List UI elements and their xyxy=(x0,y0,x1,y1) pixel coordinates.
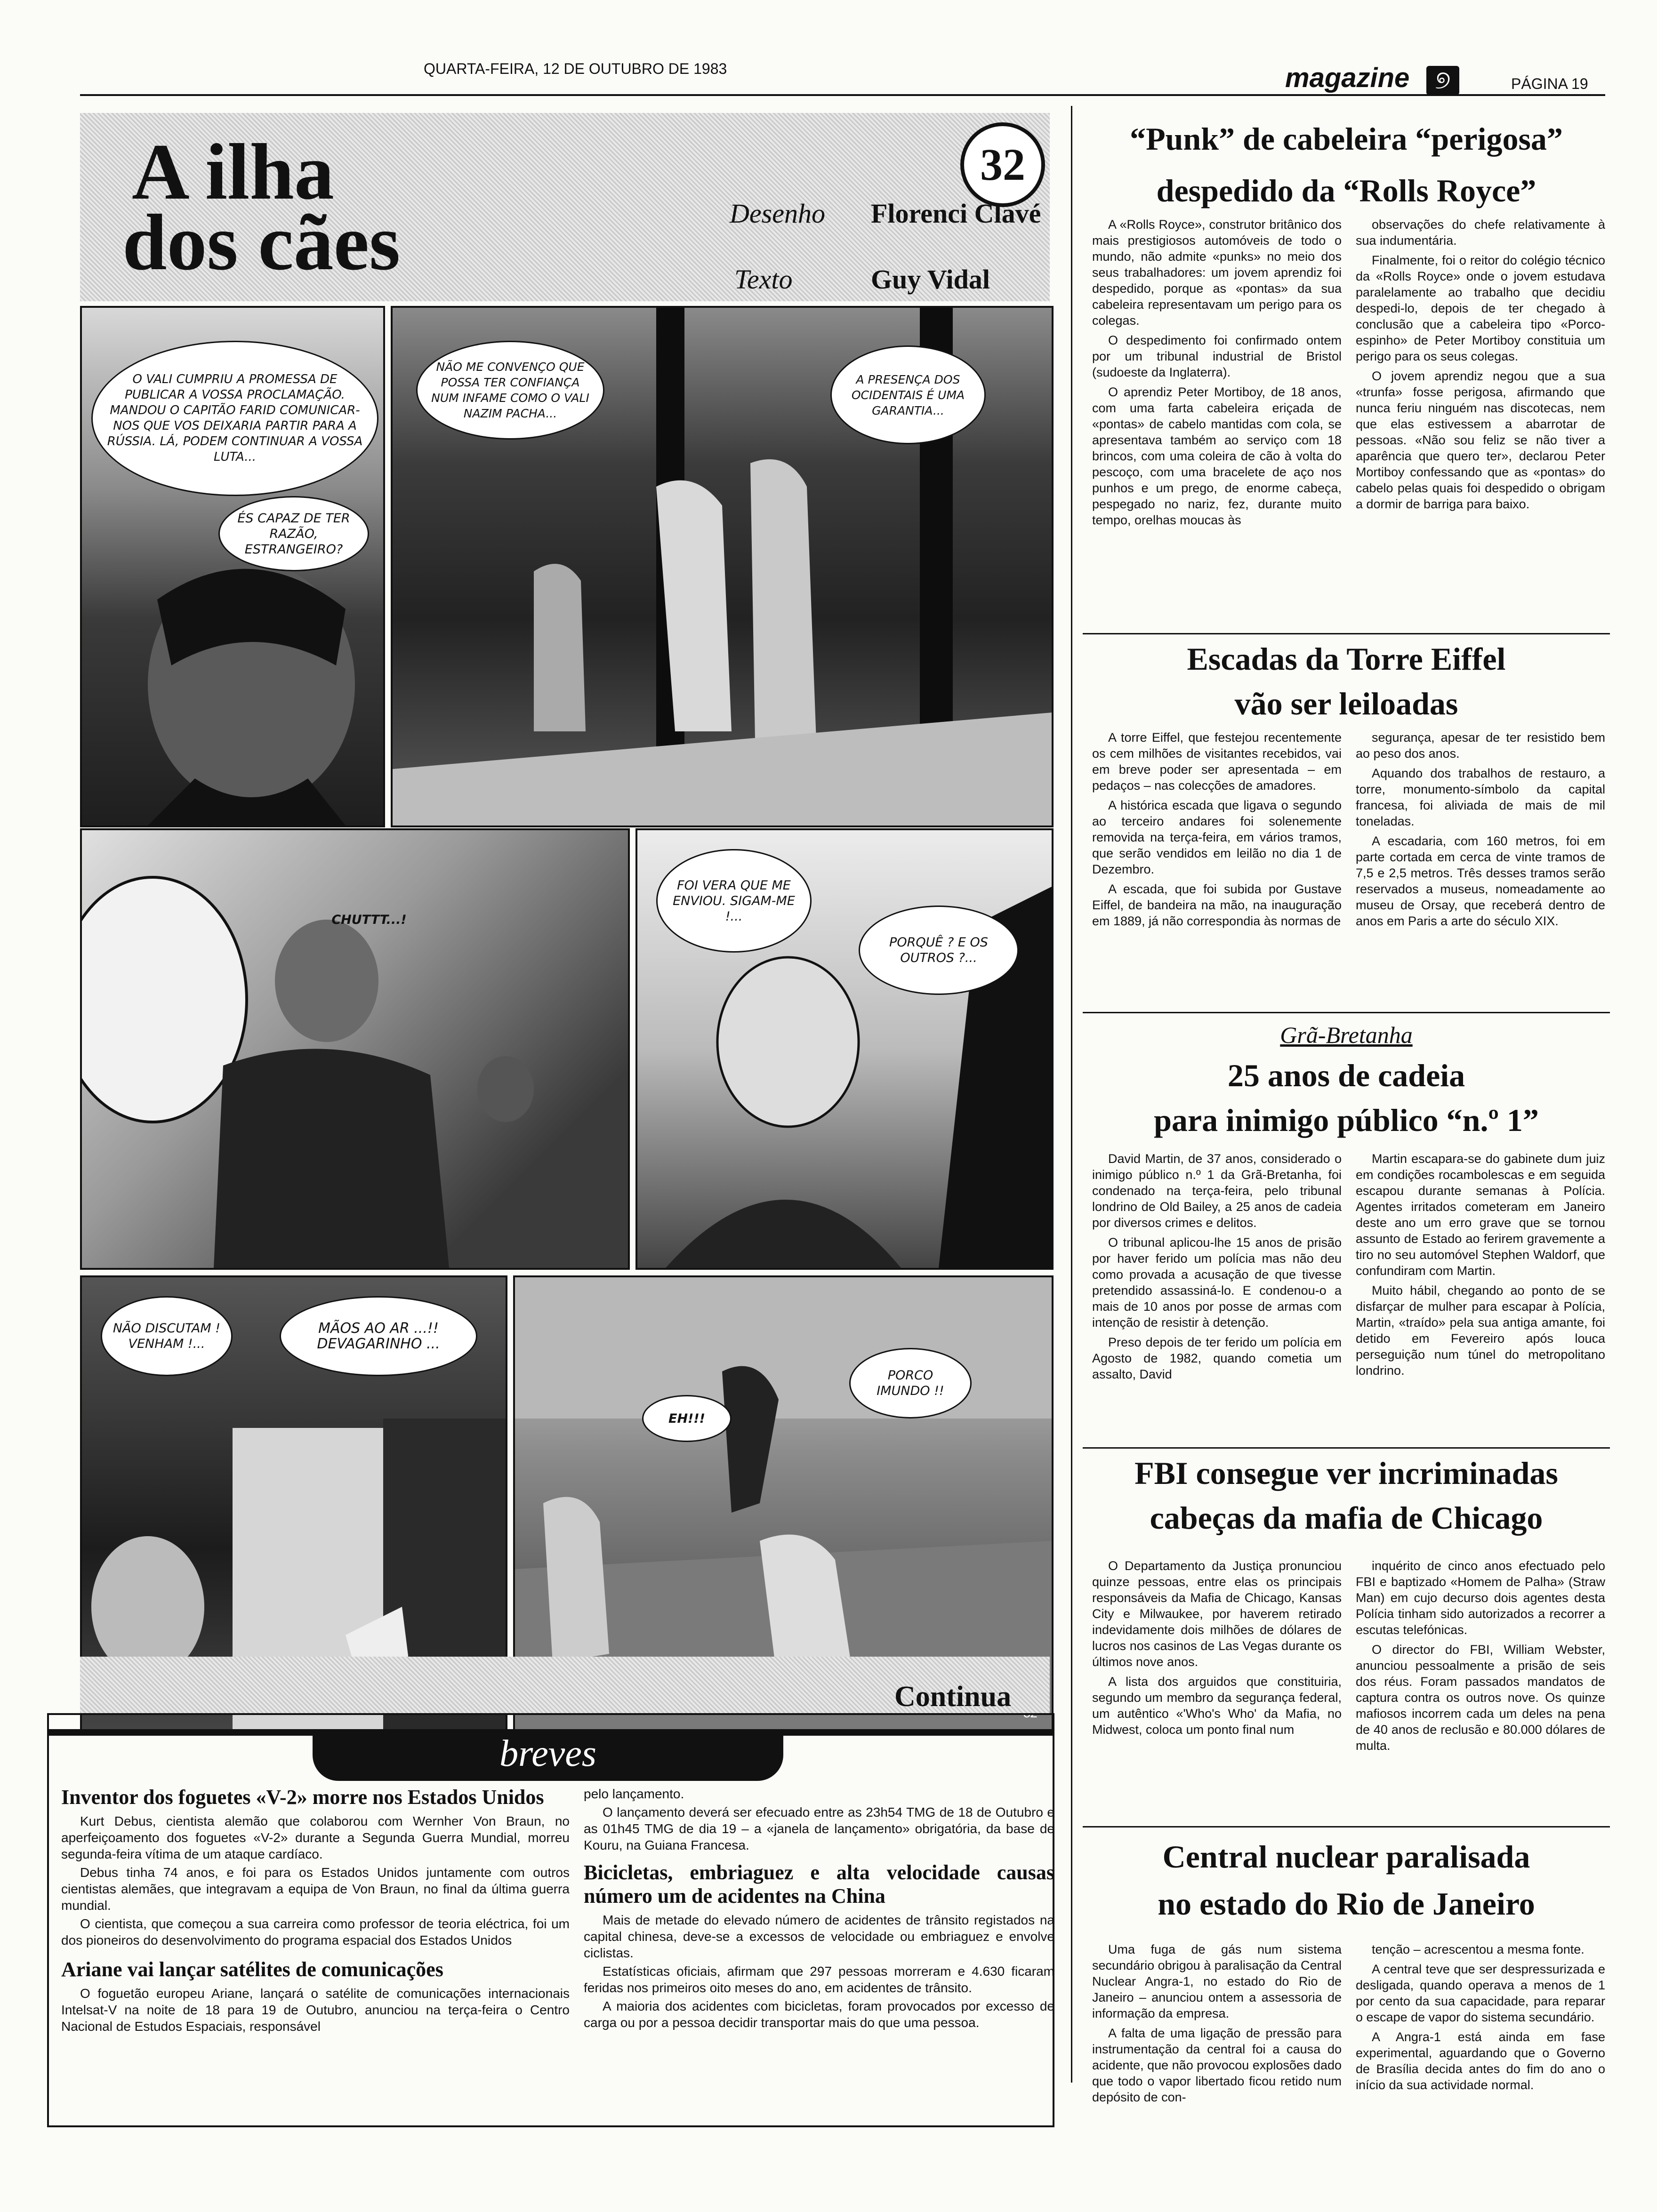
paragraph: Martin escapara-se do gabinete dum juiz em condições rocambolescas e em seguida escapou durante semanas à Polícia. Agentes irritados cometeram em Janeiro deste ano um erro grave que se tornou assunto de Estado ao ferirem gravemente a tiro no seu automóvel Stephen Waldorf, que confundiram com Martin. xyxy=(1356,1152,1605,1278)
comic-title-line2: dos cães xyxy=(122,198,401,287)
paragraph: Muito hábil, chegando ao ponto de se disfarçar de mulher para escapar à Polícia, Martin, «traído» pela sua antiga amante, foi detido em Fevereiro após louca perseguição num túnel do metropolitano londrino. xyxy=(1356,1283,1605,1378)
article-punk xyxy=(1078,118,1615,631)
paragraph: A Angra-1 está ainda em fase experimental, aguardando que o Governo de Brasília decida antes do fim do ano o início da sua actividade normal. xyxy=(1356,2030,1605,2092)
article-eiffel xyxy=(1078,638,1615,1014)
paragraph: Estatísticas oficiais, afirmam que 297 pessoas morreram e 4.630 ficaram feridas nos primeiros oito meses do ano, em acidentes de trânsito. xyxy=(584,1964,1054,1995)
paragraph: O lançamento deverá ser efecuado entre as 23h54 TMG de 18 de Outubro e as 01h45 TMG de dia 19 – a «janela de lançamento» obrigatória, da base de Kouru, na Guiana Francesa. xyxy=(584,1805,1054,1852)
page-number: PÁGINA 19 xyxy=(1511,75,1588,92)
paragraph: Preso depois de ter ferido um polícia em Agosto de 1982, quando cometia um assalto, David xyxy=(1092,1335,1342,1381)
paragraph: O foguetão europeu Ariane, lançará o satélite de comunicações internacionais Intelsat-V na noite de 18 para 19 de Outubro, anunciou na terça-feira o Centro Nacional de Estudos Espaciais, responsável xyxy=(61,1986,570,2034)
comic-title-band xyxy=(80,113,1050,301)
paragraph: A central teve que ser despressurizada e desligada, quando operava a menos de 1 por cento da sua capacidade, para reparar o escape de vapor do sistema secundário. xyxy=(1356,1962,1605,2024)
paragraph: David Martin, de 37 anos, considerado o inimigo público n.º 1 da Grã-Bretanha, foi condenado na terça-feira, pelo tribunal londrino de Old Bailey, a 25 anos de cadeia por diversos crimes e delitos. xyxy=(1092,1152,1342,1230)
section-logo: magazine xyxy=(1285,63,1410,93)
speech-bubble-p6a: EH!!! xyxy=(642,1395,732,1442)
comic-panel-4 xyxy=(635,828,1054,1270)
speech-bubble-p5b: MÃOS AO AR ...!! DEVAGARINHO ... xyxy=(280,1296,477,1376)
speech-bubble-p4b: PORQUÊ ? E OS OUTROS ?... xyxy=(859,906,1019,995)
paragraph: A «Rolls Royce», construtor britânico dos mais prestigiosos automóveis de todo o mundo, não admite «punks» no meio dos seus trabalhadores: um jovem aprendiz foi despedido, porque as «pontas» da sua cabeleira representavam um perigo para os colegas. xyxy=(1092,217,1342,328)
gb-headline-a: 25 anos de cadeia xyxy=(1227,1058,1465,1093)
section-logo-mark: ୭ xyxy=(1426,66,1459,95)
breves-title: breves xyxy=(499,1733,596,1774)
comic-panel-3 xyxy=(80,828,630,1270)
paragraph: O Departamento da Justiça pronunciou quinze pessoas, entre elas os principais responsáveis da Mafia de Chicago, Kansas City e Milwaukee, por haverem retirado indevidamente dois milhões de dólares de lucros nos casinos de Las Vegas durante os últimos nove anos. xyxy=(1092,1559,1342,1669)
nuclear-col-2 xyxy=(1356,1941,1605,2203)
comic-title-line1: A ilha xyxy=(132,128,334,216)
punk-headline-b: despedido da “Rolls Royce” xyxy=(1156,173,1536,208)
text-author: Guy Vidal xyxy=(871,264,990,295)
paragraph: A maioria dos acidentes com bicicletas, foram provocados por excesso de carga ou por a pessoa decidir transportar mais do que uma pessoa. xyxy=(584,1999,1054,2030)
article-fbi xyxy=(1078,1452,1615,1828)
breves-box xyxy=(47,1713,1054,2127)
comic-section xyxy=(71,108,1050,1727)
drawing-label: Desenho xyxy=(730,198,825,229)
episode-number: 32 xyxy=(980,139,1025,190)
paragraph: Aquando dos trabalhos de restauro, a torre, monumento-símbolo da capital francesa, foi aliviada de mais de mil toneladas. xyxy=(1356,766,1605,828)
paragraph: Uma fuga de gás num sistema secundário obrigou à paralisação da Central Nuclear Angra-1, no estado do Rio de Janeiro – anunciou ontem a assessoria de informação da empresa. xyxy=(1092,1942,1342,2020)
speech-bubble-p6b: PORCO IMUNDO !! xyxy=(849,1348,972,1419)
paragraph: A escadaria, com 160 metros, foi em parte cortada em cerca de vinte tramos de 7,5 e 2,5 metros. Três desses tramos serão reservados a museus, nomeadamente ao museu de Orsay, que receberá dentro de anos em Paris a arte do século XIX. xyxy=(1356,834,1605,928)
speech-bubble-p4a: FOI VERA QUE ME ENVIOU. SIGAM-ME !... xyxy=(656,849,812,953)
nuclear-col-1 xyxy=(1092,1941,1342,2203)
eiffel-col-1 xyxy=(1092,729,1342,1012)
page-header xyxy=(0,0,1657,99)
paragraph: tenção – acrescentou a mesma fonte. xyxy=(1372,1942,1585,1956)
paragraph: O despedimento foi confirmado ontem por um tribunal industrial de Bristol (sudoeste da Inglaterra). xyxy=(1092,333,1342,379)
fbi-col-2 xyxy=(1356,1558,1605,1826)
breve-headline-ariane: Ariane vai lançar satélites de comunicações xyxy=(61,1958,443,1981)
punk-col-2 xyxy=(1356,216,1605,631)
paragraph: A lista dos arguidos que constituiria, segundo um membro da segurança federal, um autêntico «'Who's Who' da Mafia, no Midwest, coloca um ponto final num xyxy=(1092,1675,1342,1737)
article-divider xyxy=(1083,633,1610,634)
paragraph: A histórica escada que ligava o segundo ao terceiro andares foi solenemente removida na terça-feira, em vários tramos, que serão vendidos em leilão no dia 1 de Dezembro. xyxy=(1092,798,1342,876)
episode-badge xyxy=(960,122,1045,207)
paragraph: A escada, que foi subida por Gustave Eiffel, de bandeira na mão, na inauguração em 1889, já não correspondia às normas de xyxy=(1092,882,1342,928)
article-divider xyxy=(1083,1447,1610,1449)
article-divider xyxy=(1083,1826,1610,1827)
speech-bubble-p5a: NÃO DISCUTAM ! VENHAM !... xyxy=(101,1296,233,1376)
drawing-author: Florenci Clavé xyxy=(871,198,1041,229)
paragraph: observações do chefe relativamente à sua indumentária. xyxy=(1356,217,1605,248)
breve-headline-v2: Inventor dos foguetes «V-2» morre nos Estados Unidos xyxy=(61,1786,544,1809)
header-date: QUARTA-FEIRA, 12 DE OUTUBRO DE 1983 xyxy=(424,60,727,77)
gb-kicker: Grã-Bretanha xyxy=(1280,1022,1413,1048)
paragraph: O aprendiz Peter Mortiboy, de 18 anos, com uma farta cabeleira eriçada de «pontas» de cabelo mantidas com cola, se apresentava também ao serviço com 18 brincos, com uma coleira de cão à volta do pescoço, com uma bracelete de aço nos punhos e um prego, de enorme cabeça, pespegado no nariz, fez, durante muito tempo, orelhas moucas às xyxy=(1092,385,1342,527)
gb-col-2 xyxy=(1356,1151,1605,1419)
paragraph: A falta de uma ligação de pressão para instrumentação da central foi a causa do acidente, que não provocou explosões dado que todo o vapor libertado ficou retido num depósito de con- xyxy=(1092,2026,1342,2104)
gb-col-1 xyxy=(1092,1151,1342,1419)
continua-band xyxy=(80,1657,1050,1713)
breve-headline-china: Bicicletas, embriaguez e alta velocidade causas número um de acidentes na China xyxy=(584,1861,1054,1907)
continua-label: Continua xyxy=(894,1681,1012,1713)
fbi-col-1 xyxy=(1092,1558,1342,1826)
article-gb xyxy=(1078,1017,1615,1421)
paragraph: Mais de metade do elevado número de acidentes de trânsito registados na capital chinesa, deve-se a excessos de velocidade ou embriaguez e envolve ciclistas. xyxy=(584,1913,1054,1960)
eiffel-headline-a: Escadas da Torre Eiffel xyxy=(1187,641,1506,677)
punk-col-1 xyxy=(1092,216,1342,631)
paragraph: A torre Eiffel, que festejou recentemente os cem milhões de visitantes recebidos, vai em breve poder ser apresentada – em pedaços – nas colecções de amadores. xyxy=(1092,730,1342,793)
eiffel-col-2 xyxy=(1356,729,1605,1012)
eiffel-headline-b: vão ser leiloadas xyxy=(1234,686,1458,721)
fbi-headline-b: cabeças da mafia de Chicago xyxy=(1150,1500,1543,1536)
paragraph: O tribunal aplicou-lhe 15 anos de prisão por haver ferido um polícia mas não deu como provada a acusação de que tivesse pretendido assassiná-lo. E condenou-o a mais de 10 anos por posse de armas com intenção de resistir à detenção. xyxy=(1092,1235,1342,1330)
speech-bubble-p1a: O VALI CUMPRIU A PROMESSA DE PUBLICAR A VOSSA PROCLAMAÇÃO. MANDOU O CAPITÃO FARID COMUNICAR-NOS QUE VOS DEIXARIA PARTIR PARA A RÚSSIA. LÁ, PODEM CONTINUAR A VOSSA LUTA... xyxy=(91,341,378,496)
nuclear-headline-a: Central nuclear paralisada xyxy=(1162,1839,1530,1875)
paragraph: O cientista, que começou a sua carreira como professor de teoria eléctrica, foi um dos pioneiros do desenvolvimento do programa espacial dos Estados Unidos xyxy=(61,1916,570,1948)
paragraph: O director do FBI, William Webster, anunciou pessoalmente a prisão de seis dos réus. Foram passados mandatos de captura contra os outros nove. Os quinze mafiosos incorrem cada um deles na pena de 40 anos de reclusão e 80.000 dólares de multa. xyxy=(1356,1643,1605,1753)
gb-headline-b: para inimigo público “n.º 1” xyxy=(1154,1102,1539,1138)
header-rule xyxy=(80,94,1605,96)
comic-panel-1 xyxy=(80,306,385,827)
paragraph: Debus tinha 74 anos, e foi para os Estados Unidos juntamente com outros cientistas alemães, que integravam a equipa de Von Braun, no final da última guerra mundial. xyxy=(61,1865,570,1913)
comic-panel-2 xyxy=(391,306,1054,827)
nuclear-headline-b: no estado do Rio de Janeiro xyxy=(1158,1886,1535,1922)
paragraph: O jovem aprendiz negou que a sua «trunfa» fosse perigosa, afirmando que nunca feriu ninguém nas discotecas, nem que elas estivessem a abarrotar de pessoas. «Não sou feliz se não tiver a aparência que quero ter», declarou Peter Mortiboy confessando que as «pontas» do cabelo pelas quais foi despedido o obrigam a dormir de barriga para baixo. xyxy=(1356,369,1605,511)
paragraph: inquérito de cinco anos efectuado pelo FBI e baptizado «Homem de Palha» (Straw Man) em cujo decurso dois agentes desta Polícia tinham sido autorizados a recorrer a escutas telefónicas. xyxy=(1356,1559,1605,1637)
speech-bubble-p2a: NÃO ME CONVENÇO QUE POSSA TER CONFIANÇA NUM INFAME COMO O VALI NAZIM PACHA... xyxy=(416,341,604,440)
speech-bubble-p3a: CHUTTT...! xyxy=(331,912,407,927)
text-label: Texto xyxy=(734,264,793,295)
breves-col-1 xyxy=(61,1786,570,2124)
paragraph: pelo lançamento. xyxy=(584,1787,684,1801)
paragraph: Finalmente, foi o reitor do colégio técnico da «Rolls Royce» onde o jovem estudava paralelamente ao trabalho que decidiu despedi-lo, depois de ter chegado à conclusão que a cabeleira tipo «Porco-espinho» de Peter Mortiboy constituia um perigo para os seus colegas. xyxy=(1356,253,1605,363)
article-divider xyxy=(1083,1012,1610,1013)
panel-3-art xyxy=(82,830,628,1268)
column-divider xyxy=(1071,106,1072,2083)
fbi-headline-a: FBI consegue ver incriminadas xyxy=(1134,1455,1558,1491)
article-nuclear xyxy=(1078,1831,1615,2203)
paragraph: Kurt Debus, cientista alemão que colaborou com Wernher Von Braun, no aperfeiçoamento dos foguetes «V-2» durante a Segunda Guerra Mundial, morreu segunda-feira vítima de um ataque cardíaco. xyxy=(61,1814,570,1861)
speech-bubble-p1b: ÉS CAPAZ DE TER RAZÃO, ESTRANGEIRO? xyxy=(218,496,369,571)
punk-headline-a: “Punk” de cabeleira “perigosa” xyxy=(1130,121,1563,157)
breves-title-pill xyxy=(313,1729,783,1781)
breves-col-2 xyxy=(584,1786,1054,2124)
paragraph: segurança, apesar de ter resistido bem ao peso dos anos. xyxy=(1356,730,1605,761)
speech-bubble-p2b: A PRESENÇA DOS OCIDENTAIS É UMA GARANTIA... xyxy=(830,345,986,444)
